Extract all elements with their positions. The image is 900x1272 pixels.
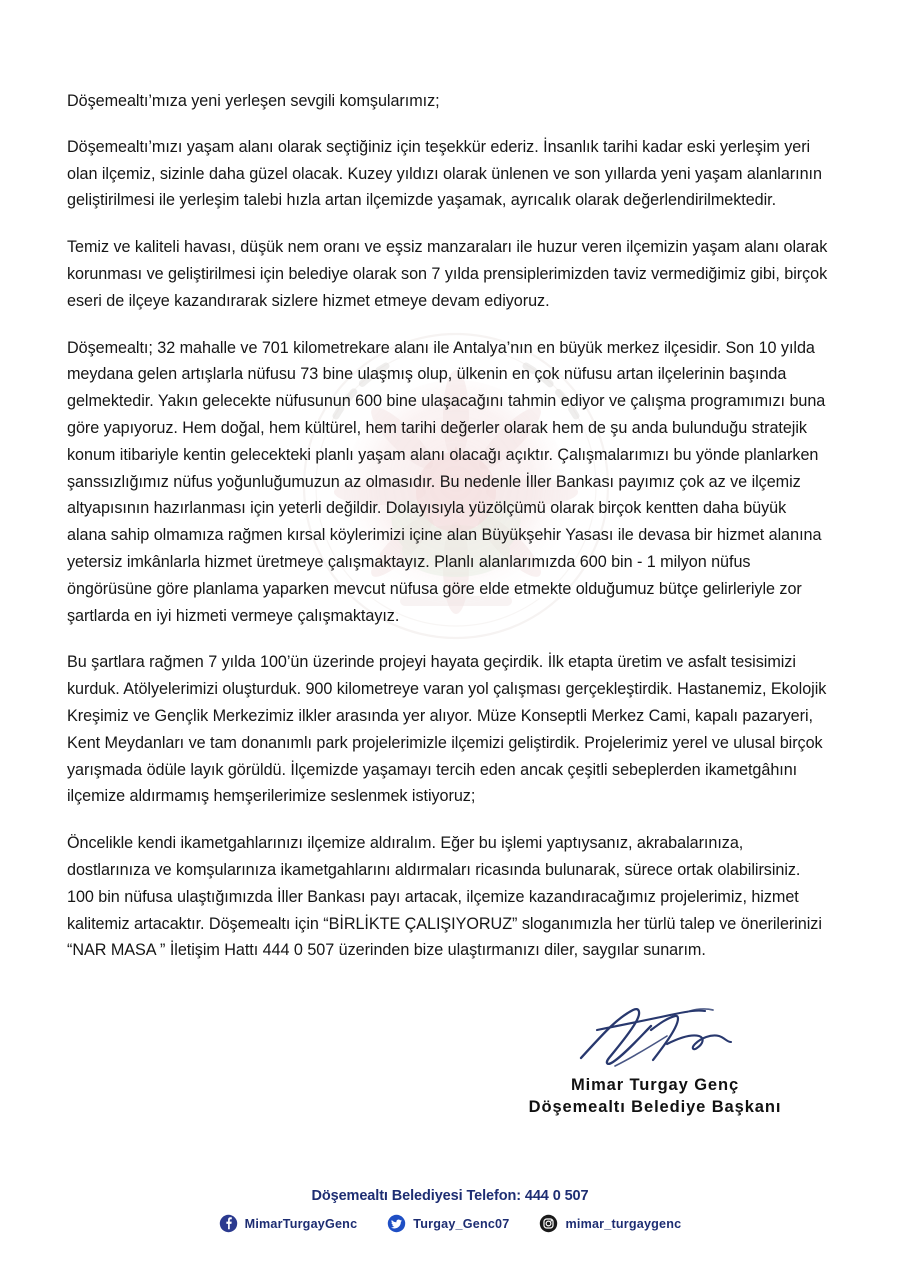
instagram-icon <box>539 1214 558 1233</box>
twitter-handle: Turgay_Genc07 <box>413 1216 510 1231</box>
signatory-title: Döşemealtı Belediye Başkanı <box>528 1098 782 1116</box>
signatory-name: Mimar Turgay Genç <box>570 1076 740 1094</box>
facebook-icon <box>219 1214 238 1233</box>
social-links-row <box>0 1214 900 1233</box>
letter-salutation: Döşemealtı’mıza yeni yerleşen sevgili komşularımız; <box>67 92 440 110</box>
letter-paragraph-2: Temiz ve kaliteli havası, düşük nem oranı ve eşsiz manzaraları ile huzur veren ilçemizin yaşam alanı olarak korunması ve geliştirilmesi için belediye olarak son 7 yılda prensiplerimizden taviz vermediğimiz gibi, birçok eseri de ilçeye kazandırarak sizlere hizmet etmeye devam ediyoruz. <box>67 238 828 310</box>
social-link-instagram[interactable] <box>539 1214 681 1233</box>
social-link-facebook[interactable] <box>219 1214 358 1233</box>
letter-body <box>67 88 829 964</box>
twitter-icon <box>387 1214 406 1233</box>
letter-paragraph-4: Bu şartlara rağmen 7 yılda 100’ün üzerinde projeyi hayata geçirdik. İlk etapta üretim ve asfalt tesisimizi kurduk. Atölyelerimizi oluşturduk. 900 kilometreye varan yol çalışması gerçekleştirdik. Hastanemiz, Ekolojik Kreşimiz ve Gençlik Merkezimiz ilkler arasında yer alıyor. Müze Konseptli Merkez Cami, kapalı pazaryeri, Kent Meydanları ve tam donanımlı park projelerimizle ilçemizi geliştirdik. Projelerimiz yerel ve ulusal birçok yarışmada ödüle layık görüldü. İlçemizde yaşamayı tercih eden ancak çeşitli sebeplerden ikametgâhını ilçemize aldırmamış hemşerilerimize seslenmek istiyoruz; <box>67 653 827 806</box>
social-link-twitter[interactable] <box>387 1214 509 1233</box>
signature-block <box>470 1000 840 1118</box>
footer-phone-line: Döşemealtı Belediyesi Telefon: 444 0 507 <box>311 1188 589 1204</box>
facebook-handle: MimarTurgayGenc <box>244 1216 358 1231</box>
letter-paragraph-1: Döşemealtı’mızı yaşam alanı olarak seçtiğiniz için teşekkür ederiz. İnsanlık tarihi kadar eski yerleşim yeri olan ilçemiz, sizinle daha güzel olacak. Kuzey yıldızı olarak ünlenen ve son yıllarda yeni yaşam alanlarının geliştirilmesi ile yerleşim talebi hızla artan ilçemizde yaşamak, ayrıcalık olarak değerlendirilmektedir. <box>67 137 822 210</box>
letter-paragraph-5: Öncelikle kendi ikametgahlarınızı ilçemize aldıralım. Eğer bu işlemi yaptıysanız, akrabalarınıza, dostlarınıza ve komşularınıza ikametgahlarını aldırmaları ricasında bulunarak, sürece ortak olabilirsiniz. 100 bin nüfusa ulaştığımızda İller Bankası payı artacak, ilçemize kazandıracağımız projelerimiz, hizmet kalitemiz artacaktır. Döşemealtı için “BİRLİKTE ÇALIŞIYORUZ” sloganımızla her türlü talep ve önerilerinizi “NAR MASA ” İletişim Hattı 444 0 507 üzerinden bize ulaştırmanızı diler, saygılar sunarım. <box>67 834 822 960</box>
letter-paragraph-3: Döşemealtı; 32 mahalle ve 701 kilometrekare alanı ile Antalya’nın en büyük merkez ilçesidir. Son 10 yılda meydana gelen artışlarla nüfusu 73 bine ulaşmış olup, ülkenin en çok nüfusu artan ilçelerinin başında gelmektedir. Yakın gelecekte nüfusunun 600 bine ulaşacağını tahmin ediyor ve çalışma programımızı buna göre yapıyoruz. Hem doğal, hem kültürel, hem tarihi değerler olarak hem de şu anda bulunduğu stratejik konum itibariyle kentin gelecekteki planlı yaşam alanı olacağı açıktır. Çalışmalarımızı bu yönde planlarken şanssızlığımız nüfus yoğunluğumuzun az olmasıdır. Bu nedenle İller Bankası payımız çok az ve ilçemiz altyapısının hazırlanması için yeterli değildir. Dolayısıyla yüzölçümü olarak birçok kentten daha büyük alana sahip olmamıza rağmen kırsal köylerimizi içine alan Büyükşehir Yasası ile devasa bir hizmet alanına yetersiz imkânlarla hizmet üretmeye çalışmaktayız. Planlı alanlarımızda 600 bin - 1 milyon nüfus öngörüsüne göre planlama yaparken mevcut nüfusa göre elde etmekte olduğumuz bütçe gelirleriyle zor şartlarda en iyi hizmeti vermeye çalışmaktayız. <box>67 338 826 625</box>
page-footer <box>0 1188 900 1233</box>
instagram-handle: mimar_turgaygenc <box>565 1216 682 1231</box>
handwritten-signature-icon <box>555 1000 755 1072</box>
